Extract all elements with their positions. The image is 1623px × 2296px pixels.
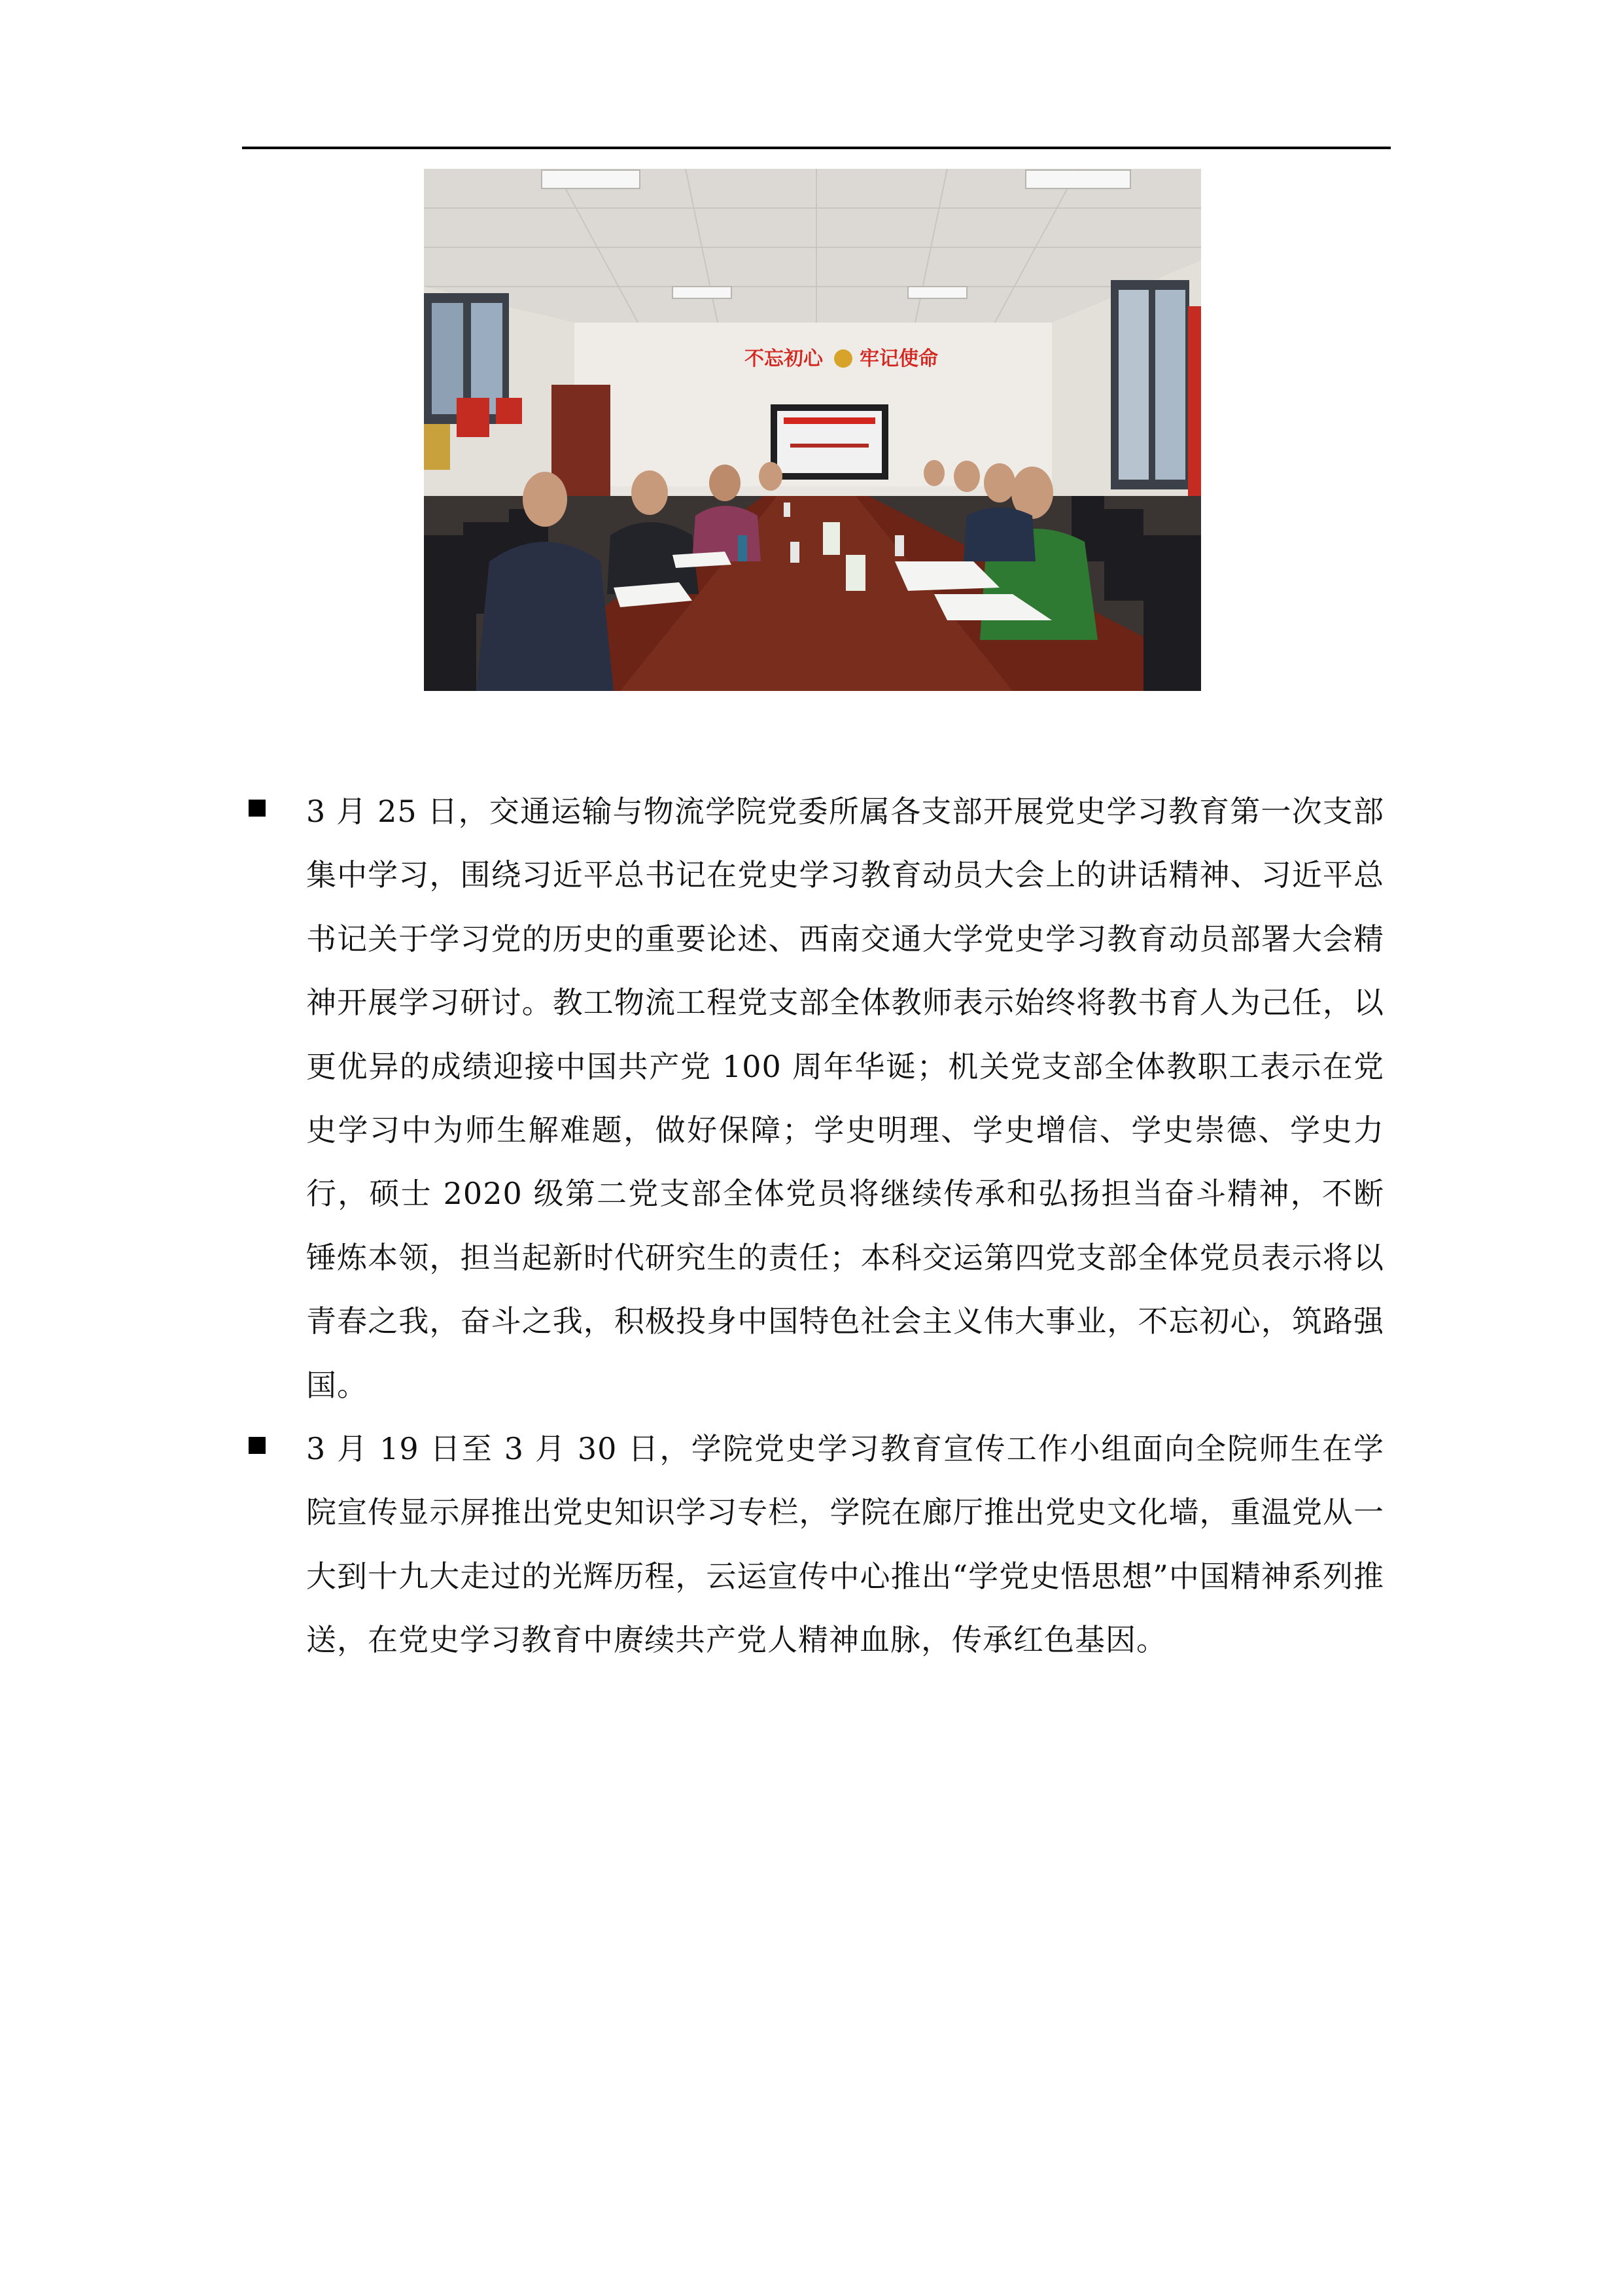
- meeting-room-image: [424, 169, 1201, 691]
- party-emblem-icon: [834, 349, 852, 368]
- meeting-photo: [424, 169, 1201, 691]
- list-item: [246, 1417, 1384, 1672]
- banner-text-left: 不忘初心: [744, 348, 823, 370]
- square-bullet-icon: [249, 800, 266, 817]
- bullet-list: [246, 780, 1384, 1672]
- list-item: [246, 780, 1384, 1417]
- header-rule: [242, 147, 1391, 149]
- bullet-text: 3 月 25 日，交通运输与物流学院党委所属各支部开展党史学习教育第一次支部集中学习，围绕习近平总书记在党史学习教育动员大会上的讲话精神、习近平总书记关于学习党的历史的重要论述、西南交通大学党史学习教育动员部署大会精神开展学习研讨。教工物流工程党支部全体教师表示始终将教书育人为己任，以更优异的成绩迎接中国共产党 100 周年华诞；机关党支部全体教职工表示在党史学习中为师生解难题，做好保障；学史明理、学史增信、学史崇德、学史力行，硕士 2020 级第二党支部全体党员将继续传承和弘扬担当奋斗精神，不断锤炼本领，担当起新时代研究生的责任；本科交运第四党支部全体党员表示将以青春之我，奋斗之我，积极投身中国特色社会主义伟大事业，不忘初心，筑路强国。: [306, 794, 1384, 1403]
- bullet-text: 3 月 19 日至 3 月 30 日，学院党史学习教育宣传工作小组面向全院师生在学院宣传显示屏推出党史知识学习专栏，学院在廊厅推出党史文化墙，重温党从一大到十九大走过的光辉历程，云运宣传中心推出“学党史悟思想”中国精神系列推送，在党史学习教育中赓续共产党人精神血脉，传承红色基因。: [306, 1431, 1384, 1658]
- square-bullet-icon: [249, 1437, 266, 1454]
- banner-text-right: 牢记使命: [860, 348, 938, 370]
